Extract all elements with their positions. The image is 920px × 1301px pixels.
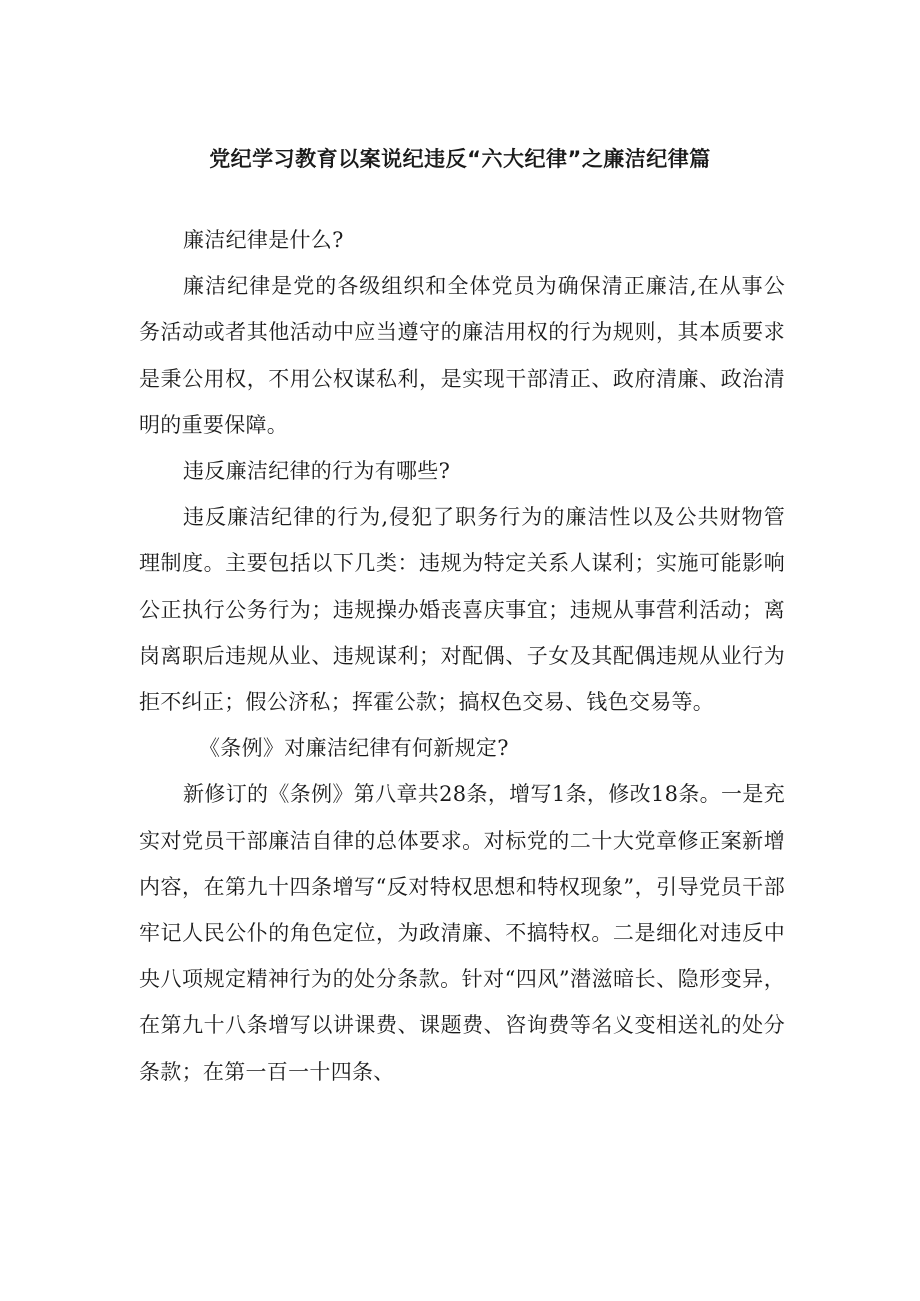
question-heading: 廉洁纪律是什么? bbox=[183, 228, 344, 252]
body-paragraph: 廉洁纪律是党的各级组织和全体党员为确保清正廉洁,在从事公务活动或者其他活动中应当遵守的廉洁用权的行为规则，其本质要求是秉公用权，不用公权谋私利，是实现干部清正、政府清廉、政治清明的重要保障。 bbox=[139, 274, 785, 437]
body-paragraph: 新修订的《条例》第八章共28条，增写1条，修改18条。一是充实对党员干部廉洁自律的总体要求。对标党的二十大党章修正案新增内容，在第九十四条增写“反对特权思想和特权现象”，引导党员干部牢记人民公仆的角色定位，为政清廉、不搞特权。二是细化对违反中央八项规定精神行为的处分条款。针对“四风”潜滋暗长、隐形变异，在第九十八条增写以讲课费、课题费、咨询费等名义变相送礼的处分条款；在第一百一十四条、 bbox=[139, 782, 785, 1084]
body-paragraph: 违反廉洁纪律的行为,侵犯了职务行为的廉洁性以及公共财物管理制度。主要包括以下几类：违规为特定关系人谋利；实施可能影响公正执行公务行为；违规操办婚丧喜庆事宜；违规从事营利活动；离岗离职后违规从业、违规谋利；对配偶、子女及其配偶违规从业行为拒不纠正；假公济私；挥霍公款；搞权色交易、钱色交易等。 bbox=[139, 505, 785, 715]
document-body bbox=[139, 217, 785, 1095]
document-title: 党纪学习教育以案说纪违反“六大纪律”之廉洁纪律篇 bbox=[209, 147, 711, 171]
question-heading: 《条例》对廉洁纪律有何新规定? bbox=[199, 736, 509, 761]
question-heading: 违反廉洁纪律的行为有哪些? bbox=[183, 459, 451, 484]
